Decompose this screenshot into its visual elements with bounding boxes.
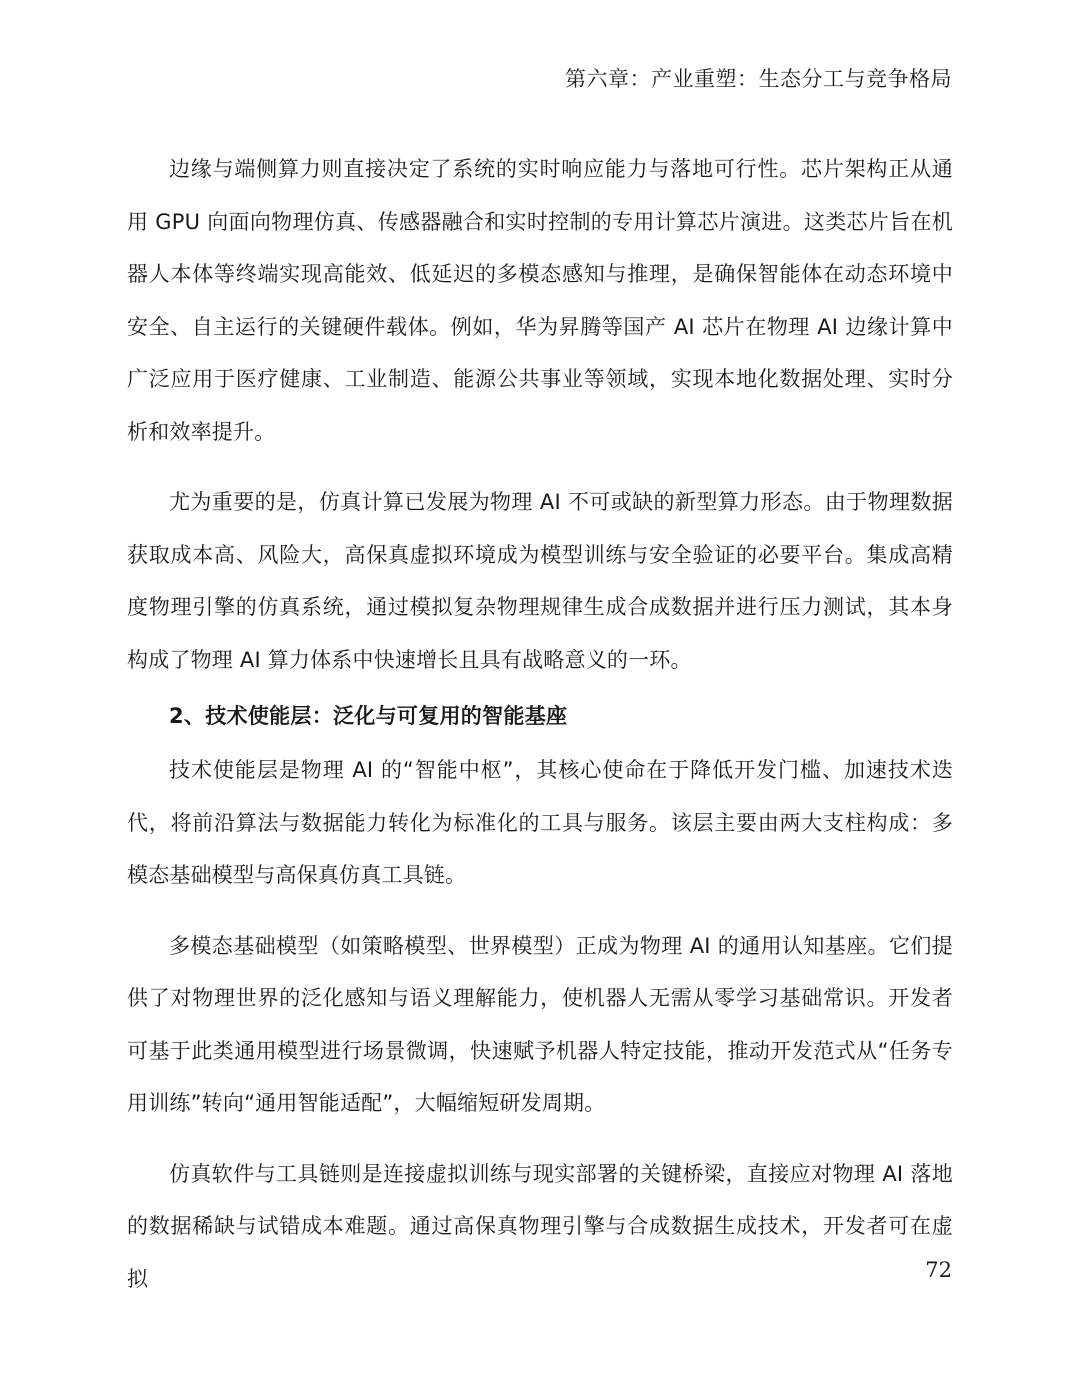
paragraph-simulation-toolchain: 仿真软件与工具链则是连接虚拟训练与现实部署的关键桥梁，直接应对物理 AI 落地的数据稀缺与试错成本难题。通过高保真物理引擎与合成数据生成技术，开发者可在虚拟 [127,1161,953,1291]
body-text [127,143,953,1323]
paragraph-foundation-models: 多模态基础模型（如策略模型、世界模型）正成为物理 AI 的通用认知基座。它们提供了对物理世界的泛化感知与语义理解能力，使机器人无需从零学习基础常识。开发者可基于此类通用模型进行场景微调，快速赋予机器人特定技能，推动开发范式从“任务专用训练”转向“通用智能适配”，大幅缩短研发周期。 [127,933,953,1115]
section-heading: 2、技术使能层：泛化与可复用的智能基座 [169,704,568,728]
paragraph-edge-computing: 边缘与端侧算力则直接决定了系统的实时响应能力与落地可行性。芯片架构正从通用 GPU 向面向物理仿真、传感器融合和实时控制的专用计算芯片演进。这类芯片旨在机器人本体等终端实现高能效、低延迟的多模态感知与推理，是确保智能体在动态环境中安全、自主运行的关键硬件载体。例如，华为昇腾等国产 AI 芯片在物理 AI 边缘计算中广泛应用于医疗健康、工业制造、能源公共事业等领域，实现本地化数据处理、实时分析和效率提升。 [127,157,953,444]
running-header: 第六章：产业重塑：生态分工与竞争格局 [565,67,952,91]
paragraph-enabling-layer: 技术使能层是物理 AI 的“智能中枢”，其核心使命在于降低开发门槛、加速技术迭代，将前沿算法与数据能力转化为标准化的工具与服务。该层主要由两大支柱构成：多模态基础模型与高保真仿真工具链。 [127,758,953,887]
paragraph-simulation-computing: 尤为重要的是，仿真计算已发展为物理 AI 不可或缺的新型算力形态。由于物理数据获取成本高、风险大，高保真虚拟环境成为模型训练与安全验证的必要平台。集成高精度物理引擎的仿真系统，通过模拟复杂物理规律生成合成数据并进行压力测试，其本身构成了物理 AI 算力体系中快速增长且具有战略意义的一环。 [127,490,953,672]
page-number: 72 [925,1258,952,1282]
